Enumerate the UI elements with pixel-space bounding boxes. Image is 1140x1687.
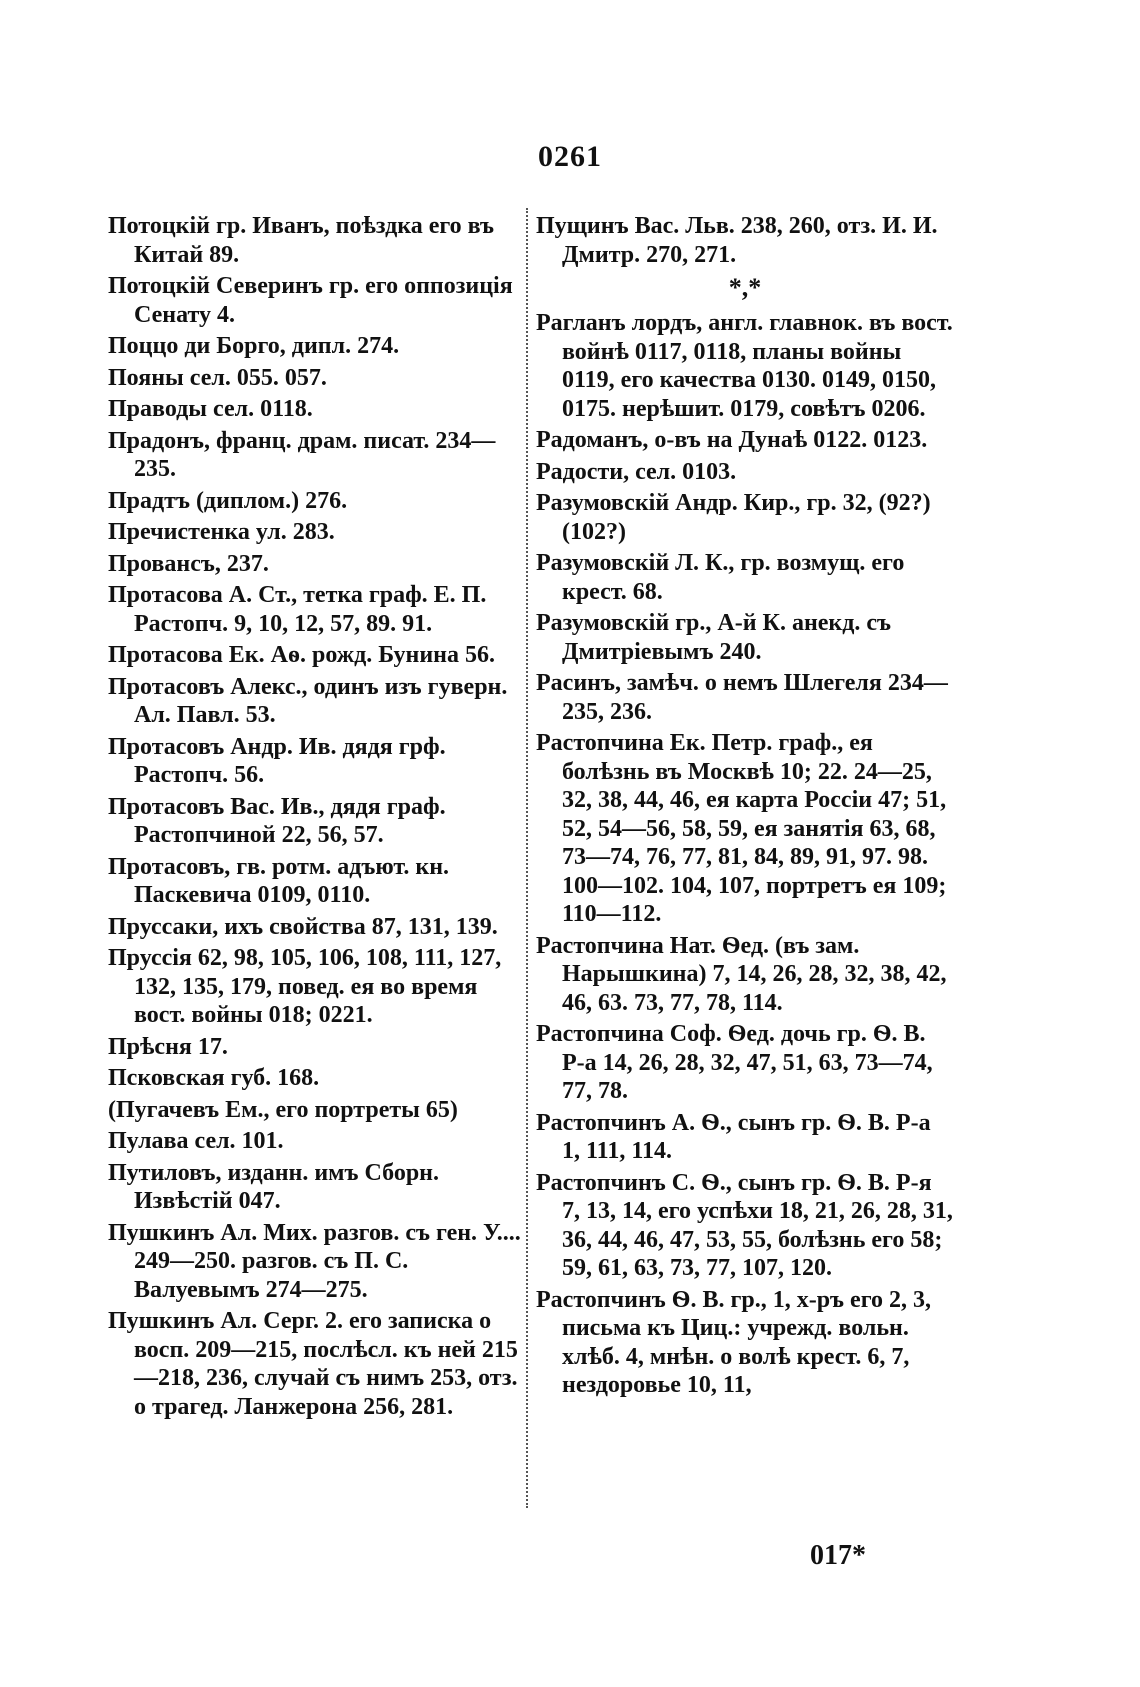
- index-entry: Пруссія 62, 98, 105, 106, 108, 111, 127, 132, 135, 179, повед. ея во время вост. войны 018; 0221.: [108, 945, 502, 1028]
- index-entry: Прадтъ (диплом.) 276.: [108, 487, 348, 514]
- index-entry: Провансъ, 237.: [108, 550, 269, 577]
- index-entry: Пулава сел. 101.: [108, 1128, 284, 1154]
- index-entry: Протасовъ Вас. Ив., дядя граф. Растопчиной 22, 56, 57.: [108, 793, 446, 848]
- index-entry: (Пугачевъ Ем., его портреты 65): [108, 1096, 458, 1123]
- index-entry: Протасовъ Алекс., одинъ изъ гуверн. Ал. Павл. 53.: [108, 673, 508, 728]
- section-separator: *,*: [728, 273, 762, 302]
- index-entry: Растопчина Нат. Ѳед. (въ зам. Нарышкина) 7, 14, 26, 28, 32, 38, 42, 46, 63. 73, 77, 78, 114.: [536, 932, 947, 1016]
- index-entry: Протасовъ, гв. ротм. адъют. кн. Паскевича 0109, 0110.: [108, 853, 450, 908]
- page-number: 0261: [538, 140, 602, 173]
- index-entry: Пушкинъ Ал. Серг. 2. его записка о восп. 209—215, послѣсл. къ ней 215—218, 236, случай съ нимъ 253, отз. о трагед. Ланжерона 256, 281.: [108, 1308, 518, 1420]
- index-entry: Растопчина Ек. Петр. граф., ея болѣзнь въ Москвѣ 10; 22. 24—25, 32, 38, 44, 46, ея карта Россіи 47; 51, 52, 54—56, 58, 59, ея занятія 63, 68, 73—74, 76, 77, 81, 84, 89, 91, 97. 98. 100—102. 104, 107, портретъ ея 109; 110—112.: [536, 730, 947, 927]
- index-entry: Протасова А. Ст., тетка граф. Е. П. Растопч. 9, 10, 12, 57, 89. 91.: [108, 582, 487, 637]
- index-entry: Протасова Ек. Аѳ. рожд. Бунина 56.: [108, 642, 496, 668]
- index-entry: Потоцкій гр. Иванъ, поѣздка его въ Китай 89.: [108, 213, 495, 268]
- index-entry: Пущинъ Вас. Льв. 238, 260, отз. И. И. Дмитр. 270, 271.: [536, 213, 938, 268]
- right-column: [536, 212, 954, 1403]
- index-entry: Радости, сел. 0103.: [536, 458, 737, 485]
- index-entry: Протасовъ Андр. Ив. дядя грф. Растопч. 56.: [108, 733, 446, 788]
- index-entry: Растопчинъ С. Ѳ., сынъ гр. Ѳ. В. Р-я 7, 13, 14, его успѣхи 18, 21, 26, 28, 31, 36, 44, 46, 47, 53, 55, болѣзнь его 58; 59, 61, 63, 73, 77, 107, 120.: [536, 1169, 953, 1281]
- index-entry: Растопчина Соф. Ѳед. дочь гр. Ѳ. В. Р-а 14, 26, 28, 32, 47, 51, 63, 73—74, 77, 78.: [536, 1021, 933, 1104]
- left-column: [108, 212, 528, 1424]
- printer-signature: 017*: [810, 1540, 866, 1571]
- index-entry: Разумовскій Андр. Кир., гр. 32, (92?) (102?): [536, 490, 931, 545]
- index-entry: Пречистенка ул. 283.: [108, 519, 335, 545]
- index-entry: Рагланъ лордъ, англ. главнок. въ вост. войнѣ 0117, 0118, планы войны 0119, его качества 0130. 0149, 0150, 0175. нерѣшит. 0179, совѣтъ 0206.: [536, 310, 953, 422]
- index-entry: Радоманъ, о-въ на Дунаѣ 0122. 0123.: [536, 427, 928, 453]
- index-entry: Псковская губ. 168.: [108, 1065, 320, 1091]
- index-entry: Потоцкій Северинъ гр. его оппозиція Сенату 4.: [108, 273, 513, 328]
- index-entry: Пушкинъ Ал. Мих. разгов. съ ген. У.... 249—250. разгов. съ П. С. Валуевымъ 274—275.: [108, 1219, 521, 1303]
- index-entry: Разумовскій гр., А-й К. анекд. съ Дмитріевымъ 240.: [536, 610, 892, 665]
- index-entry: Пруссаки, ихъ свойства 87, 131, 139.: [108, 913, 498, 940]
- index-entry: Прѣсня 17.: [108, 1033, 228, 1060]
- index-entry: Прадонъ, франц. драм. писат. 234—235.: [108, 427, 496, 482]
- index-entry: Растопчинъ Ѳ. В. гр., 1, х-ръ его 2, 3, письма къ Циц.: учрежд. вольн. хлѣб. 4, мнѣн. о волѣ крест. 6, 7, нездоровье 10, 11,: [536, 1286, 932, 1398]
- index-entry: Поццо ди Борго, дипл. 274.: [108, 333, 400, 359]
- index-entry: Расинъ, замѣч. о немъ Шлегеля 234—235, 236.: [536, 670, 948, 725]
- index-entry: Разумовскій Л. К., гр. возмущ. его крест. 68.: [536, 550, 905, 605]
- index-entry: Путиловъ, изданн. имъ Сборн. Извѣстій 047.: [108, 1159, 439, 1214]
- index-entry: Пояны сел. 055. 057.: [108, 364, 327, 391]
- index-entry: Растопчинъ А. Ѳ., сынъ гр. Ѳ. В. Р-а 1, 111, 114.: [536, 1109, 931, 1164]
- index-entry: Праводы сел. 0118.: [108, 396, 313, 422]
